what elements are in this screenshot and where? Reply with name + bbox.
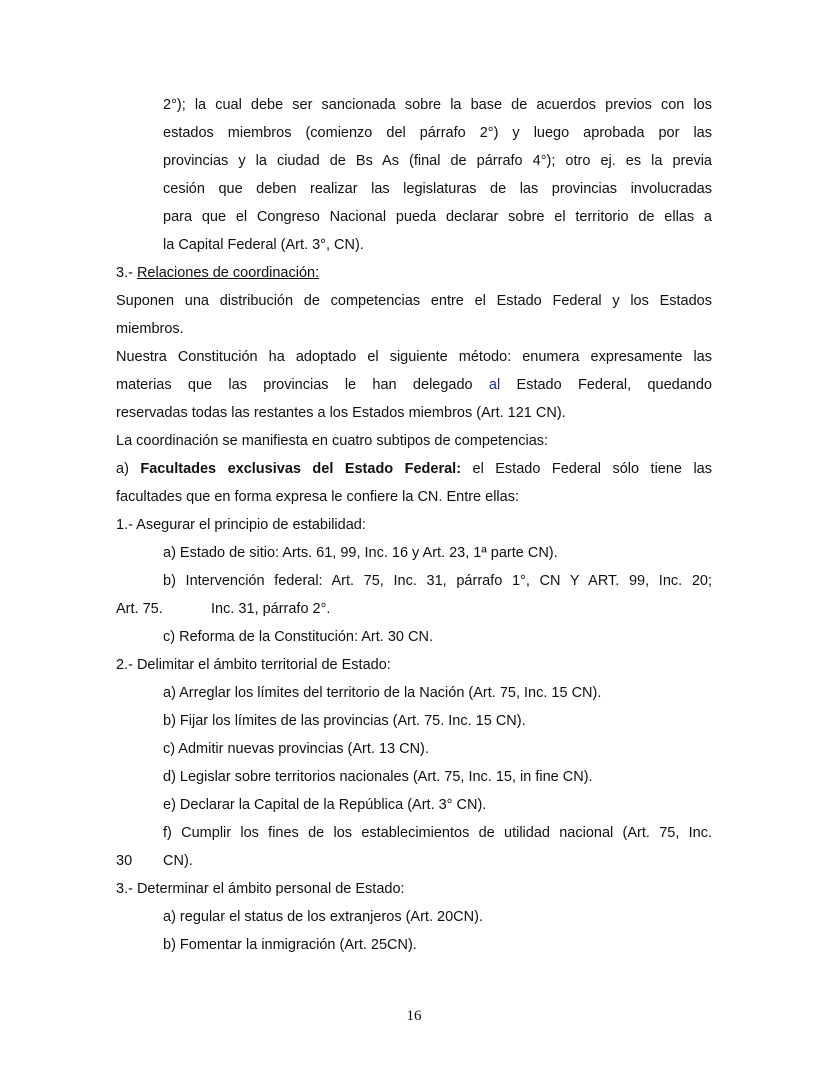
group2-item-b: b) Fijar los límites de las provincias (Art. 75. Inc. 15 CN).: [163, 713, 526, 729]
para1-line-2: miembros.: [116, 321, 184, 337]
group3-title: 3.- Determinar el ámbito personal de Estado:: [116, 881, 405, 897]
group3-item-a: a) regular el status de los extranjeros (Art. 20CN).: [163, 909, 483, 925]
para3: La coordinación se manifiesta en cuatro subtipos de competencias:: [116, 433, 549, 449]
group2-item-a: a) Arreglar los límites del territorio de la Nación (Art. 75, Inc. 15 CN).: [163, 685, 602, 701]
page-number: 16: [406, 1008, 422, 1024]
intro-line-1: 2°); la cual debe ser sancionada sobre la base de acuerdos previos con los: [163, 97, 712, 113]
intro-line-6: la Capital Federal (Art. 3°, CN).: [163, 237, 364, 253]
group2-item-d: d) Legislar sobre territorios nacionales (Art. 75, Inc. 15, in fine CN).: [163, 769, 593, 785]
item-a-prefix: a): [116, 461, 129, 477]
group1-item-c: c) Reforma de la Constitución: Art. 30 CN.: [163, 629, 433, 645]
para2-line-3: reservadas todas las restantes a los Estados miembros (Art. 121 CN).: [116, 405, 566, 421]
item-a-rest: el Estado Federal sólo tiene las: [472, 461, 712, 477]
intro-line-3: provincias y la ciudad de Bs As (final de párrafo 4°); otro ej. es la previa: [163, 153, 712, 169]
section-heading: [116, 263, 319, 283]
intro-line-4: cesión que deben realizar las legislaturas de las provincias involucradas: [163, 181, 712, 197]
intro-line-5: para que el Congreso Nacional pueda declarar sobre el territorio de ellas a: [163, 209, 712, 225]
group2-item-f: f) Cumplir los fines de los establecimientos de utilidad nacional (Art. 75, Inc.: [163, 825, 712, 841]
section-title: Relaciones de coordinación:: [136, 265, 320, 281]
group1-title: 1.- Asegurar el principio de estabilidad:: [116, 517, 366, 533]
group2-item-e: e) Declarar la Capital de la República (Art. 3° CN).: [163, 797, 487, 813]
para2-line-2-after: Estado Federal, quedando: [516, 377, 712, 393]
group1-item-b: b) Intervención federal: Art. 75, Inc. 31, párrafo 1°, CN Y ART. 99, Inc. 20;: [163, 573, 712, 589]
group2-item-f-cont-2: CN).: [163, 853, 193, 869]
group1-item-b-cont-1: Art. 75.: [116, 601, 163, 617]
para2-line-1: Nuestra Constitución ha adoptado el siguiente método: enumera expresamente las: [116, 349, 712, 365]
group2-title: 2.- Delimitar el ámbito territorial de Estado:: [116, 657, 391, 673]
para1-line-1: Suponen una distribución de competencias entre el Estado Federal y los Estados: [116, 293, 712, 309]
group2-item-f-cont-1: 30: [116, 853, 133, 869]
item-a-line-2: facultades que en forma expresa le confiere la CN. Entre ellas:: [116, 489, 519, 505]
section-number: 3.-: [116, 265, 133, 281]
para2-line-2-before: materias que las provincias le han delegado: [116, 377, 473, 393]
para2-link-al: al: [488, 377, 501, 393]
item-a-bold: Facultades exclusivas del Estado Federal:: [140, 461, 462, 477]
group1-item-a: a) Estado de sitio: Arts. 61, 99, Inc. 16 y Art. 23, 1ª parte CN).: [163, 545, 558, 561]
group1-item-b-cont-2: Inc. 31, párrafo 2°.: [211, 601, 331, 617]
para2-line-2: [116, 375, 712, 395]
group3-item-b: b) Fomentar la inmigración (Art. 25CN).: [163, 937, 417, 953]
intro-line-2: estados miembros (comienzo del párrafo 2°) y luego aprobada por las: [163, 125, 712, 141]
group2-item-c: c) Admitir nuevas provincias (Art. 13 CN).: [163, 741, 429, 757]
item-a-line-1: [116, 459, 712, 479]
